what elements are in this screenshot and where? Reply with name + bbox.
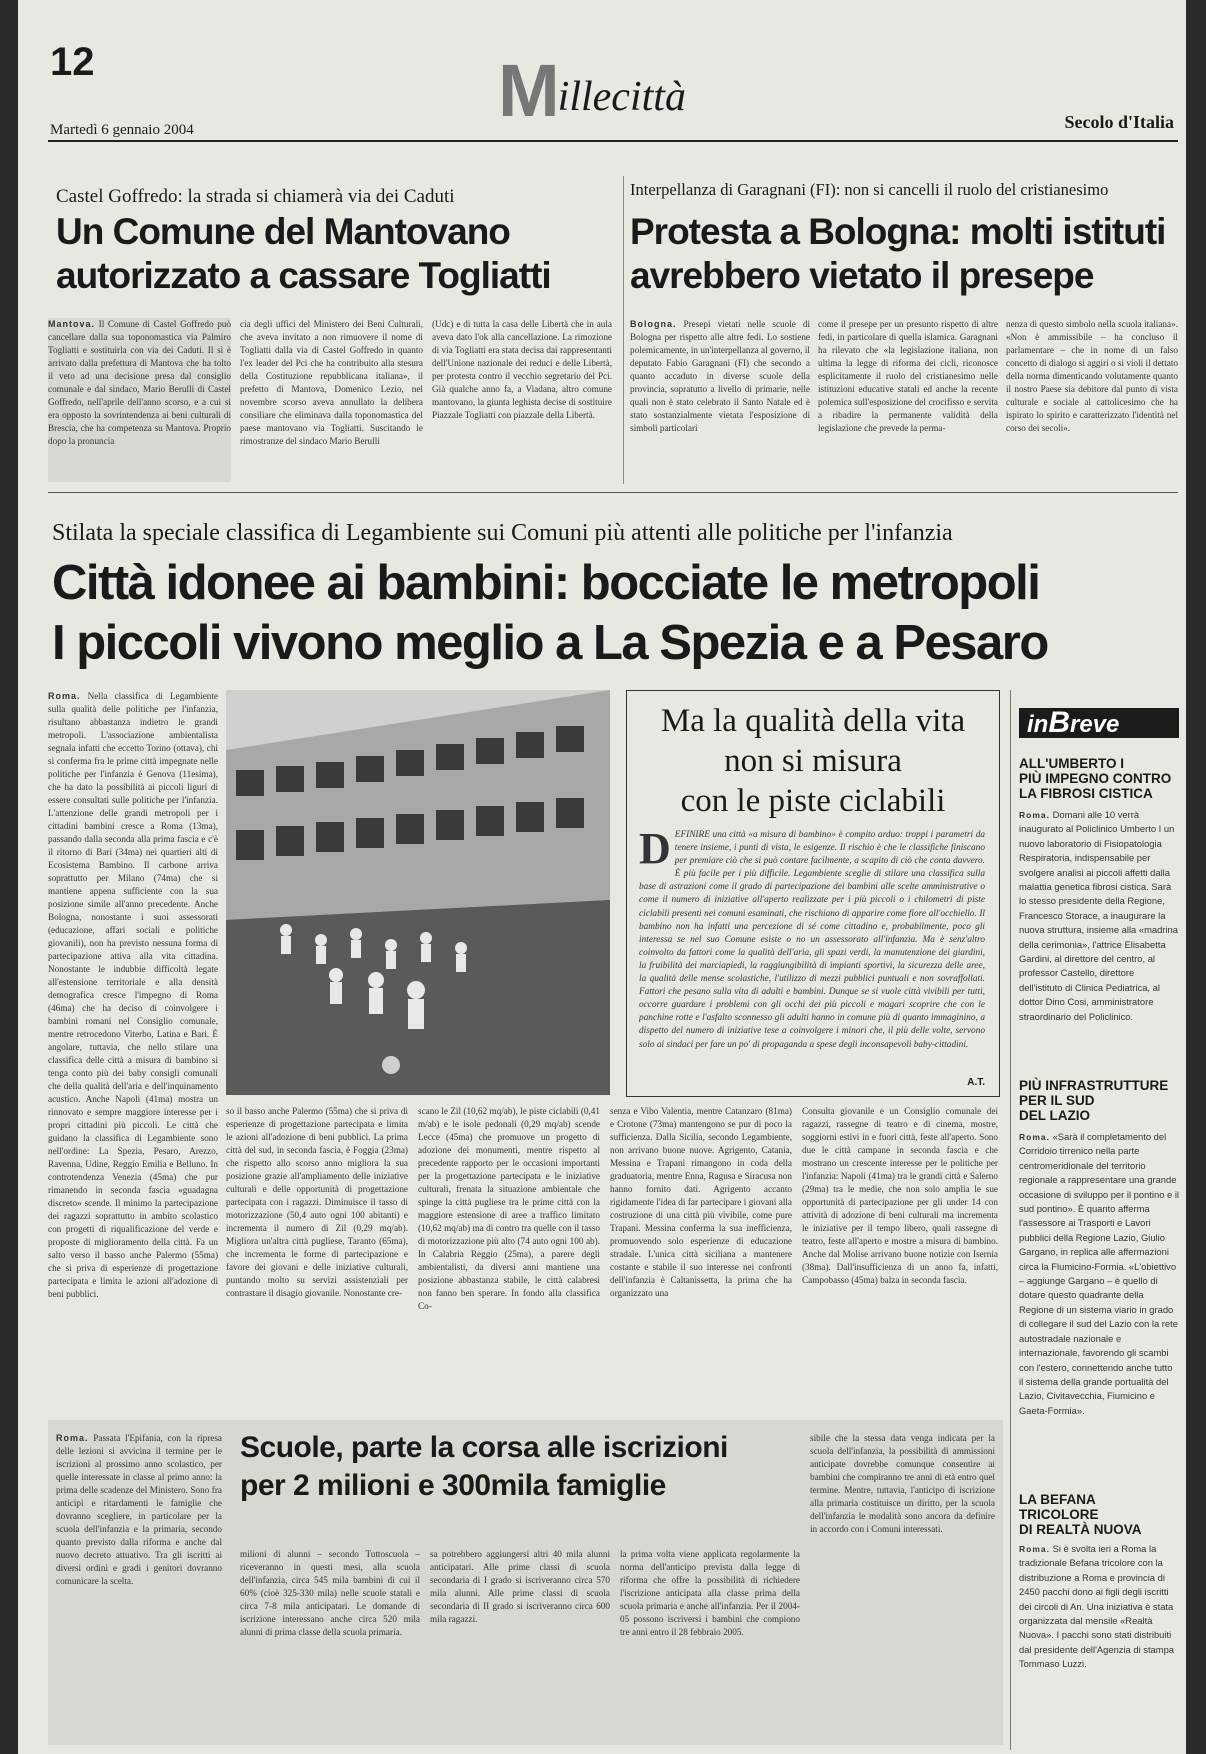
children-playground-photo bbox=[226, 690, 610, 1095]
story2-headline-2: avrebbero vietato il presepe bbox=[630, 255, 1094, 296]
box-headline bbox=[627, 701, 999, 821]
brief2-dateline: Roma. bbox=[1019, 1132, 1050, 1142]
box-body: EFINIRE una città «a misura di bambino» è compito arduo: troppi i parametri da tenere insieme, i punti di vista, le esigenze. Il rischio è che le classifiche finiscano per premiare ciò che si può contare facilmente, a scapito di ciò che conta davvero. È più facile per i più difficile. Legambiente sceglie di stilare una classifica sulla base di astrazioni come il grado di partecipazione dei bambini alle scelte amministrative o come il numero di iniziative all'aperto realizzate per i più piccoli o i chilometri di piste ciclabili presenti nei comuni esaminati, che rischiano di apparire come fiore all'occhiello. Il bambino non ha infatti una percezione di sé come cittadino e, probabilmente, poco gli interessa se nel suo Comune esiste o no un assessorato all'infanzia. Ma è senz'altro coinvolto da fattori come la qualità dell'aria, gli spazi verdi, la manutenzione dei giardini, la fruibilità dei marciapiedi, la raggiungibilità di impianti sportivi, la sicurezza delle aree, la qualità delle mense scolastiche, l'utilizzo di mezzi pubblici puntuali e non sovraffollati. Fattori che pesano sulla vita di adulti e bambini. Dunque se si vuole città vivibili per tutti, occorre guardare i problemi con gli occhi dei più piccoli e magari scoprire che con le panchine rotte e l'asfalto sconnesso gli adulti hanno in comune più di quanto immaginino, a dispetto del numero di iniziative tese a coinvolgere i minori che, il più delle volte, servono solo ai sindaci per fare un po' di propaganda a spese degli inconsapevoli baby-cittadini. bbox=[639, 830, 985, 1050]
issue-date: Martedì 6 gennaio 2004 bbox=[50, 122, 194, 138]
section-logo bbox=[498, 48, 686, 133]
main-col-5: Consulta giovanile e un Consiglio comunale dei ragazzi, rassegne di teatro e di cinema, mostre, soggiorni estivi in e fuori città, feste all'aperto. Sono due le città campane in seconda fascia e che mostrano un crescente interesse per le politiche per l'infanzia: Napoli (41ma) tra le grandi città e Salerno (29ma) tra le medie, che non solo amplia le sue opportunità di partecipazione per gli under 14 con attività di adozione di beni culturali ma incrementa le iniziative per il tempo libero, quali rassegne di teatro, feste all'aperto e mostre a misura di bambino. Anche dal Molise arrivano buone notizie con Isernia (38ma). Dall'insufficienza di un anno fa, infatti, Campobasso (45ma) balza in seconda fascia. bbox=[802, 1106, 998, 1285]
story1-kicker: Castel Goffredo: la strada si chiamerà via dei Caduti bbox=[56, 186, 455, 207]
story2-col-2: come il presepe per un presunto rispetto di altre fedi, in particolare di quella islamica. Garagnani ha rilevato che «la legislazione italiana, non ultima la legge di riforma dei cicli, riconosce esplicitamente il ruolo del cristianesimo nelle istituzioni educative statali ed anche la recente polemica sull'esposizione del crocifisso e servita a ribadire la permanente validità della legislazione che prevede la perma- bbox=[818, 319, 998, 433]
box-headline-1: Ma la qualità della vita bbox=[660, 703, 966, 739]
newspaper-page bbox=[18, 0, 1186, 1754]
story1-col-1 bbox=[48, 318, 231, 482]
brief1-title-2: PIÙ IMPEGNO CONTRO bbox=[1019, 771, 1172, 786]
brief1-title-1: ALL'UMBERTO I bbox=[1019, 756, 1124, 771]
brief1-title-3: LA FIBROSI CISTICA bbox=[1019, 786, 1153, 801]
schools-text-1: Passata l'Epifania, con la ripresa delle lezioni si avvicina il termine per le iscrizioni al prossimo anno scolastico, per quelle interessate in classe al primo anno: la prima delle scadenze del Ministero. Sono fra anticipi e ritardamenti le famiglie che dovranno scegliere, in particolare per la scuola dell'infanzia e la primaria, secondo quanto previsto dalla riforma e anche dal nuovo decreto attuativo. Tra gli iscritti ai diversi ordini e gradi i genitori dovranno comunicare la scelta. bbox=[56, 1433, 222, 1586]
schools-col-5: sibile che la stessa data venga indicata per la scuola dell'infanzia, la possibilità di ammissioni anticipate dovrebbe comunque consentire ai bambini che compiranno tre anni di età entro quel termine. Mentre, tuttavia, l'anticipo di iscrizione alla primaria costituisce un diritto, per la scuola dell'infanzia le modalità sono ancora da definire in accordo con i Comuni interessati. bbox=[810, 1432, 995, 1737]
schools-col-1 bbox=[56, 1432, 222, 1737]
box-headline-3: con le piste ciclabili bbox=[680, 783, 946, 819]
brief3-text bbox=[1019, 1542, 1179, 1742]
main-dateline: Roma. bbox=[48, 691, 81, 701]
schools-headline-1: Scuole, parte la corsa alle iscrizioni bbox=[240, 1431, 728, 1464]
photo-drawing bbox=[226, 690, 610, 1095]
brief2-text bbox=[1019, 1130, 1179, 1446]
paper-name: Secolo d'Italia bbox=[1064, 112, 1174, 132]
section-rule bbox=[48, 492, 1178, 493]
brief1-text bbox=[1019, 808, 1179, 1066]
main-col-3: scano le Zil (10,62 mq/ab), le piste ciclabili (0,41 m/ab) e le isole pedonali (0,29 mq/ab) scende Lecce (45ma) che promuove un progetto di adozione dei monumenti, mentre rispetto al precedente rapporto per le occasioni importanti per la progettazione partecipata e le iniziative culturali, frenata la situazione ambientale che spinge la città pugliese tra le prime città con la maggiore estensione di aree a traffico limitato (10,62 mq/ab) ma di contro tra quelle con il tasso di motorizzazione più alto (74 auto ogni 100 ab). In Calabria Reggio (25ma), a parere degli ambientalisti, da diversi anni mantiene una posizione abbastanza stabile, le città calabresi non fanno ben sperare. In fondo alla classifica Co- bbox=[418, 1106, 600, 1311]
brief1-title bbox=[1019, 756, 1179, 801]
brief1-dateline: Roma. bbox=[1019, 810, 1050, 820]
brief3-body: Si è svolta ieri a Roma la tradizionale Befana tricolore con la distribuzione a Roma e provincia di 2450 pacchi dono ai figli degli iscritti dei circoli di An. Una iniziativa è stata organizzata dal mensile «Realtà Nuova». I pacchi sono stati distribuiti dal presidente dell'Agenzia di stampa Tommaso Luzzi. bbox=[1019, 1543, 1175, 1670]
brief3-title-2: TRICOLORE bbox=[1019, 1507, 1099, 1522]
breve-in: in bbox=[1027, 711, 1049, 738]
brief2-body: «Sarà il completamento del Corridoio tirrenico nella parte centromeridionale del territorio regionale a rappresentare una grande occasione di sviluppo per il pontino e il sud pontino». È quanto afferma l'assessore ai Trasporti e Lavori pubblici della Regione Lazio, Giulio Gargano, in replica alle affermazioni circa la Flumicino-Formia. «L'obiettivo – aggiunge Gargano – è quello di dotare questo quadrante della Regione di un sistema viario in grado di collegare il sud del Lazio con la rete autostradale nazionale e internazionale, favorendo gli scambi con l'estero, connettendo anche tutto il sistema della grande portualità del Lazio, Civitavecchia, Fiumicino e Gaeta-Formia». bbox=[1019, 1131, 1179, 1416]
brief1-body: Domani alle 10 verrà inaugurato al Policlinico Umberto I un nuovo laboratorio di Fisiopatologia Respiratoria, indispensabile per svolgere analisi ai piccoli affetti dalla malattia genetica fibrosi cistica. Sarà lo stesso presidente della Regione, Francesco Storace, a inaugurare la nuova struttura, insieme alla «madrina della cerimonia», l'attrice Elisabetta Gardini, al direttore del centro, al professor Castello, direttore dell'istituto di Clinica Pediatrica, al dottor Dino Cosi, amministratore straordinario del Policlinico. bbox=[1019, 809, 1178, 1022]
schools-headline-2: per 2 milioni e 300mila famiglie bbox=[240, 1469, 666, 1502]
box-dropcap: D bbox=[639, 829, 671, 873]
schools-col-2: milioni di alunni – secondo Tuttoscuola – riceveranno in questi mesi, alla scuola dell'infanzia, circa 545 mila bambini di cui il 60% (cioè 325-330 mila) nelle scuole statali e circa 7-8 mila anticipatari. Le domande di iscrizione interessano anche circa 520 mila alunni di prima classe della scuola primaria. bbox=[240, 1548, 420, 1738]
schools-col-4: la prima volta viene applicata regolarmente la norma dell'anticipo prevista dalla legge di riforma che offre la possibilità di richiedere l'iscrizione anticipata alla classe prima della scuola primaria e anche all'infanzia. Per il 2004-05 possono iscriversi i bambini che compiono tre anni entro il 28 febbraio 2005. bbox=[620, 1548, 800, 1738]
section-rest: illecittà bbox=[557, 74, 686, 120]
story2-col-3: nenza di questo simbolo nella scuola italiana». «Non è ammissibile – ha concluso il parlamentare – che in nome di un falso concetto di dialogo si aggiri o si violi il dettato della norma dimenticando volutamente quanto il nostro Paese sia debitore dal punto di vista culturale e sociale al cattolicesimo che ha ispirato lo spirito e caratterizzato l'identità nel corso dei secoli». bbox=[1006, 319, 1178, 433]
story2-col-1 bbox=[630, 318, 810, 482]
brief3-dateline: Roma. bbox=[1019, 1544, 1050, 1554]
brief3-title-1: LA BEFANA bbox=[1019, 1492, 1096, 1507]
story-divider bbox=[623, 176, 624, 484]
story2-headline-1: Protesta a Bologna: molti istituti bbox=[630, 211, 1166, 252]
main-headline-2: I piccoli vivono meglio a La Spezia e a Pesaro bbox=[52, 616, 1048, 670]
header-rule bbox=[48, 140, 1178, 142]
story2-dateline: Bologna. bbox=[630, 319, 677, 329]
main-col-1 bbox=[48, 690, 218, 1410]
comment-box bbox=[626, 690, 1000, 1097]
section-initial: M bbox=[498, 49, 558, 132]
brief2-title-2: PER IL SUD bbox=[1019, 1093, 1095, 1108]
sidebar-rule bbox=[1010, 690, 1011, 1750]
story1-col-3: (Udc) e di tutta la casa delle Libertà che in aula aveva dato l'ok alla cancellazione. La rimozione di via Togliatti era stata decisa dai rappresentanti dell'Unione nazionale dei reduci e delle Libertà, per protesta contro il vecchio segretario del Pci. Già qualche anno fa, a Viadana, altro comune mantovano, la giunta leghista decise di sostituire Piazzale Togliatti con piazzale della Libertà. bbox=[432, 319, 612, 420]
story2-kicker: Interpellanza di Garagnani (FI): non si cancelli il ruolo del cristianesimo bbox=[630, 180, 1109, 199]
story1-col-2: cia degli uffici del Ministero dei Beni Culturali, che aveva invitato a non rimuovere il nome di Togliatti dalla via di Castel Goffredo in quanto l'ex leader del Pci che ha contribuito alla stesura della Costituzione repubblicana italiana», il prefetto di Mantova, Domenico Lezio, nel novembre scorso aveva annullato la delibera consiliare che eliminava dalla toponomastica del paese mantovano via Togliatti. Suscitando le rimostranze del sindaco Mario Berulli bbox=[240, 319, 423, 446]
story1-headline-2: autorizzato a cassare Togliatti bbox=[56, 255, 551, 296]
main-kicker: Stilata la speciale classifica di Legambiente sui Comuni più attenti alle politiche per l'infanzia bbox=[52, 520, 953, 546]
main-headline-1: Città idonee ai bambini: bocciate le metropoli bbox=[52, 556, 1040, 610]
box-text bbox=[639, 829, 985, 1079]
box-signature: A.T. bbox=[967, 1077, 985, 1088]
story1-headline-1: Un Comune del Mantovano bbox=[56, 211, 510, 252]
breve-rest: reve bbox=[1070, 711, 1120, 738]
schools-col-3: sa potrebbero aggiungersi altri 40 mila alunni anticipatari. Alle prime classi di scuola secondaria di I grado si iscriveranno circa 570 mila alunni. Alle prime classi di scuola secondaria di II grado si iscriveranno circa 600 mila ragazzi. bbox=[430, 1548, 610, 1738]
page-number: 12 bbox=[50, 40, 95, 84]
story2-text-1: Presepi vietati nelle scuole di Bologna per rispetto alle altre fedi. Lo sostiene polemicamente, in un'interpellanza al governo, il deputato Fabio Garagnani (FI) che secondo a quanto accaduto in diverse scuole della provincia, sopratutto a livello di primarie, nelle quali non è stato celebrato il Santo Natale ed è stato sostanzialmente vietata l'esposizione di simboli particolari bbox=[630, 319, 810, 433]
story1-dateline: Mantova. bbox=[48, 319, 96, 329]
brief2-title-1: PIÙ INFRASTRUTTURE bbox=[1019, 1078, 1169, 1093]
main-text-1: Nella classifica di Legambiente sulla qualità delle politiche per l'infanzia, risultano abbastanza indietro le grandi metropoli. L'associazione ambientalista segnala infatti che eccetto Torino (ottava), chi si conferma fra le prime città impegnate nelle politiche per l'infanzia è Genova (11esima), che ha dato la possibilità ai piccoli liguri di essere consultati sulle politiche per l'infanzia. L'attenzione delle grandi metropoli per i cittadini bambini cresce a Roma (13ma), passando dalla seconda alla prima fascia e c'è il ritorno di Bari (34ma) nei quartieri alti di Ecosistema Bambino. Il carbone arriva soprattutto per Milano (74ma) che si mantiene appena sufficiente con la sua posizione simile all'anno precedente. Anche Bologna, nonostante i suoi assessorati (educazione, affari sociali e politiche giovanili), non ha previsto nessuna forma di partecipazione attiva alla vita cittadina. Nonostante le indubbie difficoltà legate all'estensione territoriale e alla densità demografica cresce l'impegno di Roma (46ma) che ha deciso di coinvolgere i bambini romani nel Consiglio comunale, mentre retrocedono Viterbo, Latina e Bari. È angolare, tuttavia, che nello stilare una classifica delle città a misura di bambino si tenga conto più dei baby consigli comunali che della qualità dell'aria e dell'inquinamento acustico. Anche Napoli (41ma) mostra un rinnovato e sempre maggiore interesse per i propri cittadini più piccoli. Le città che guidano la classifica di Legambiente sono nell'ordine: La Spezia, Pesaro, Arezzo, Ravenna, Udine, Reggio Emilia e Belluno. In controtendenza Venezia (45ma) che pur rimanendo in seconda fascia «guadagna discreto» scende. Il minimo la partecipazione dei ragazzi soprattutto in ambito scolastico con progetti di riqualificazione del verde e proposte di miglioramento della città. Fa un salto verso il basso anche Palermo (55ma) che si priva di esperienze di progettazione partecipata e limita le azioni all'adozione di beni pubblici. bbox=[48, 691, 218, 1299]
schools-dateline: Roma. bbox=[56, 1433, 89, 1443]
main-col-4: senza e Vibo Valentia, mentre Catanzaro (81ma) e Crotone (73ma) mantengono se pur di poco la sufficienza. Dalla Sicilia, secondo Legambiente, non arrivano buone nuove. Agrigento, Catania, Messina e Trapani rimangono in coda della graduatoria, mentre Enna, Ragusa e Siracusa non hanno fornito dati. Agrigento accanto rigidamente l'idea di far partecipare i giovani alla costruzione di una città più vivibile, come pure Trapani. Messina conferma la sua inefficienza, promuovendo solo esperienze di educazione stradale. L'unica città siciliana a mantenere costante e stabile il suo interesse nei confronti dell'infanzia è Caltanissetta, la prima che ha organizzato una bbox=[610, 1106, 792, 1298]
box-headline-2: non si misura bbox=[724, 743, 902, 779]
brief2-title-3: DEL LAZIO bbox=[1019, 1108, 1091, 1123]
main-col-2: so il basso anche Palermo (55ma) che si priva di esperienze di progettazione partecipata e limita le azioni all'adozione di beni pubblici. La prima città del sud, in seconda fascia, è Foggia (23ma) che rispetto allo scorso anno migliora la sua posizione grazie all'ampliamento delle iniziative culturali e delle opportunità di progettazione partecipata con i ragazzi. Diminuisce il tasso di motorizzazione (50,4 auto ogni 100 abitanti) e incrementa il numero di Zil (0,29 mq/ab). Migliora un'altra città pugliese, Taranto (65ma), che incrementa le forme di partecipazione e favore dei giovani e delle iniziative culturali, puntando molto su servizi assistenziali per contrastare il disagio giovanile. Nonostante cre- bbox=[226, 1106, 408, 1298]
in-breve-label bbox=[1019, 708, 1179, 738]
brief3-title bbox=[1019, 1492, 1179, 1537]
breve-b: B bbox=[1048, 706, 1070, 739]
brief3-title-3: DI REALTÀ NUOVA bbox=[1019, 1522, 1142, 1537]
story1-text-1: Il Comune di Castel Goffredo può cancellare dalla sua toponomastica via Palmiro Togliatti e sostituirla con via dei Caduti. Il sì è arrivato dalla prefettura di Mantova che ha tolto il veto ad una decisione presa dal consiglio comunale e dal sindaco, Mario Berulli di Castel Goffredo, nell'aprile dell'anno scorso, e a cui si era opposto la sovrintendenza ai beni culturali di Brescia, che ha competenza su Mantova. Proprio dopo la pronuncia bbox=[48, 319, 231, 446]
brief2-title bbox=[1019, 1078, 1179, 1123]
